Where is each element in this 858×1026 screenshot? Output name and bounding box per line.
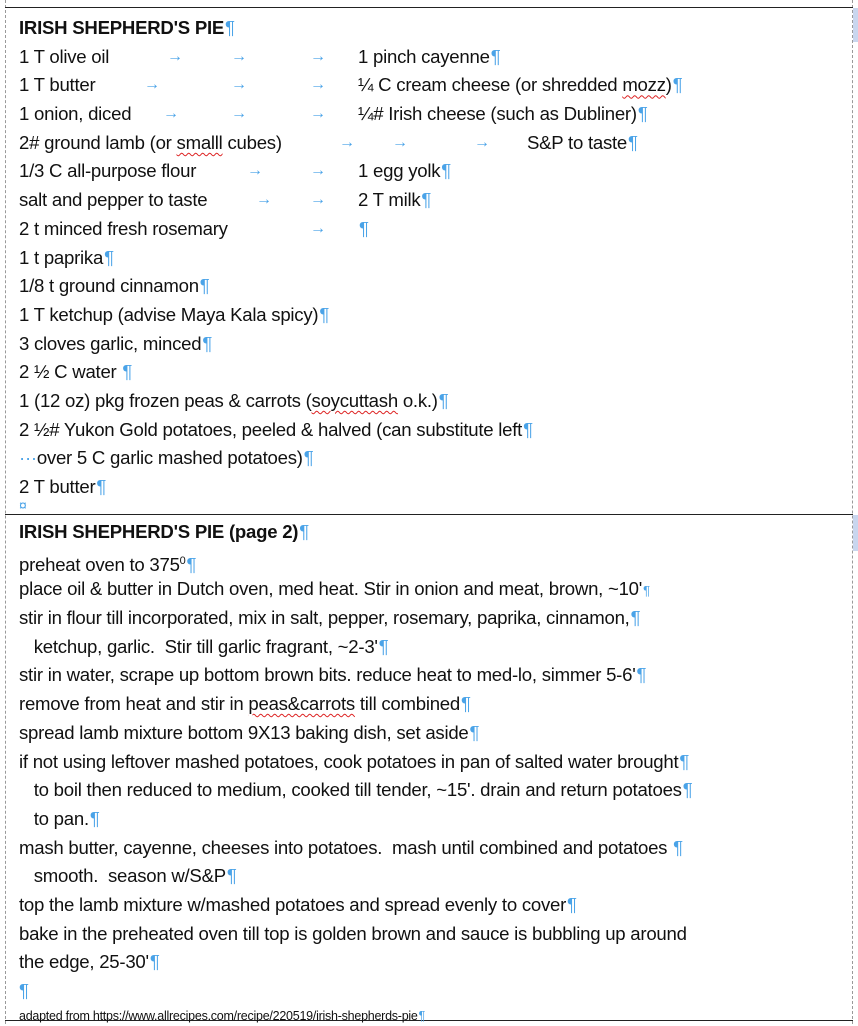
- pilcrow-mark: ¶: [673, 836, 683, 858]
- tab-arrow-icon: →: [231, 76, 247, 94]
- space-marks: ···: [19, 447, 37, 469]
- spellcheck-word[interactable]: smalll: [176, 131, 223, 153]
- table-cell-ingredients[interactable]: [19, 14, 849, 502]
- ingredient-row: salt and pepper to taste → → 2 T milk¶: [19, 186, 849, 215]
- spellcheck-word[interactable]: soycuttash: [311, 389, 398, 411]
- tab-arrow-icon: →: [247, 162, 263, 180]
- pilcrow-mark: ¶: [19, 980, 29, 1001]
- pilcrow-mark: ¶: [523, 418, 533, 440]
- table-top-border: [5, 7, 853, 8]
- tab-arrow-icon: →: [231, 47, 247, 65]
- direction-step: the edge, 25-30'¶: [19, 951, 160, 973]
- direction-step: bake in the preheated oven till top is golden brown and sauce is bubbling up around: [19, 922, 687, 944]
- direction-step: to boil then reduced to medium, cooked till tender, ~15'. drain and return potatoes¶: [19, 779, 693, 801]
- table-row-divider: [5, 514, 853, 515]
- tab-arrow-icon: →: [256, 191, 272, 209]
- pilcrow-mark: ¶: [418, 1008, 426, 1023]
- pilcrow-mark: ¶: [104, 246, 114, 268]
- pilcrow-mark: ¶: [682, 779, 693, 801]
- pilcrow-mark: ¶: [438, 389, 449, 411]
- tab-arrow-icon: →: [474, 133, 490, 151]
- tab-arrow-icon: →: [167, 47, 183, 65]
- direction-step: if not using leftover mashed potatoes, cook potatoes in pan of salted water brought¶: [19, 750, 690, 772]
- ingredient-row: 2# ground lamb (or smalll cubes) → → → S&P to taste¶: [19, 129, 849, 158]
- table-right-border: [852, 0, 853, 1024]
- pilcrow-mark: ¶: [630, 607, 641, 629]
- source-credit: adapted from https://www.allrecipes.com/recipe/220519/irish-shepherds-pie¶: [19, 1008, 426, 1023]
- direction-step: stir in water, scrape up bottom brown bits. reduce heat to med-lo, simmer 5-6'¶: [19, 664, 647, 686]
- table-left-border: [5, 0, 6, 1024]
- direction-step: smooth. season w/S&P¶: [19, 865, 237, 887]
- pilcrow-mark: ¶: [679, 750, 690, 772]
- tab-arrow-icon: →: [310, 191, 326, 209]
- ingredient-row: 2 T butter¶: [19, 476, 107, 497]
- recipe-title-page2: IRISH SHEPHERD'S PIE (page 2)¶: [19, 521, 309, 542]
- pilcrow-mark: ¶: [303, 447, 314, 469]
- pilcrow-mark: ¶: [225, 17, 235, 38]
- pilcrow-mark: ¶: [89, 807, 100, 829]
- ingredient-row: 1/3 C all-purpose flour → → 1 egg yolk¶: [19, 157, 849, 186]
- row-selection-marker[interactable]: [853, 8, 858, 42]
- ingredient-row: ···over 5 C garlic mashed potatoes)¶: [19, 447, 314, 469]
- pilcrow-mark: ¶: [359, 217, 369, 239]
- ingredient-row: 2 t minced fresh rosemary → ¶: [19, 215, 849, 244]
- pilcrow-mark: ¶: [643, 583, 650, 599]
- pilcrow-mark: ¶: [202, 332, 213, 354]
- pilcrow-mark: ¶: [672, 74, 683, 96]
- pilcrow-mark: ¶: [199, 275, 210, 297]
- pilcrow-mark: ¶: [469, 721, 480, 743]
- end-of-cell-mark: ¤: [19, 497, 27, 513]
- pilcrow-mark: ¶: [490, 45, 501, 67]
- direction-step: to pan.¶: [19, 807, 100, 829]
- pilcrow-mark: ¶: [319, 303, 330, 325]
- direction-step: mash butter, cayenne, cheeses into potatoes. mash until combined and potatoes ¶: [19, 836, 683, 858]
- table-cell-directions[interactable]: [19, 518, 849, 1026]
- pilcrow-mark: ¶: [460, 693, 471, 715]
- tab-arrow-icon: →: [339, 133, 355, 151]
- ingredient-row: 2 ½ C water ¶: [19, 361, 133, 383]
- tab-arrow-icon: →: [310, 76, 326, 94]
- ingredient-row: 1 t paprika¶: [19, 246, 114, 268]
- ingredient-row: 1 (12 oz) pkg frozen peas & carrots (soycuttash o.k.)¶: [19, 389, 449, 411]
- pilcrow-mark: ¶: [628, 131, 638, 153]
- ingredient-row: 3 cloves garlic, minced¶: [19, 332, 213, 354]
- tab-arrow-icon: →: [144, 76, 160, 94]
- ingredient-row: 1 T butter → → → ¼ C cream cheese (or shredded mozz)¶: [19, 71, 849, 100]
- tab-arrow-icon: →: [310, 219, 326, 237]
- direction-step: preheat oven to $375^0\P$: [19, 553, 197, 575]
- direction-step: remove from heat and stir in peas&carrots till combined¶: [19, 693, 471, 715]
- pilcrow-mark: ¶: [637, 103, 648, 125]
- pilcrow-mark: ¶: [299, 521, 309, 542]
- pilcrow-mark: ¶: [378, 635, 389, 657]
- direction-step: top the lamb mixture w/mashed potatoes and spread evenly to cover¶: [19, 893, 577, 915]
- ingredient-row: 1 onion, diced → → → ¼# Irish cheese (such as Dubliner)¶: [19, 100, 849, 129]
- pilcrow-mark: ¶: [186, 553, 197, 575]
- spellcheck-word[interactable]: peas&carrots: [248, 693, 355, 715]
- row-selection-marker[interactable]: [853, 515, 858, 551]
- spellcheck-word[interactable]: mozz: [622, 74, 666, 96]
- direction-step: place oil & butter in Dutch oven, med heat. Stir in onion and meat, brown, ~10'¶: [19, 578, 650, 600]
- tab-arrow-icon: →: [163, 105, 179, 123]
- ingredient-row: 1 T olive oil → → → 1 pinch cayenne¶: [19, 43, 849, 72]
- pilcrow-mark: ¶: [122, 361, 133, 383]
- direction-step: stir in flour till incorporated, mix in salt, pepper, rosemary, paprika, cinnamon,¶: [19, 607, 641, 629]
- tab-arrow-icon: →: [231, 105, 247, 123]
- tab-arrow-icon: →: [310, 47, 326, 65]
- pilcrow-mark: ¶: [421, 189, 432, 211]
- pilcrow-mark: ¶: [636, 664, 647, 686]
- tab-arrow-icon: →: [310, 162, 326, 180]
- pilcrow-mark: ¶: [226, 865, 237, 887]
- empty-paragraph: [19, 977, 849, 1006]
- direction-step: spread lamb mixture bottom 9X13 baking dish, set aside¶: [19, 721, 480, 743]
- ingredient-row: 1/8 t ground cinnamon¶: [19, 275, 210, 297]
- tab-arrow-icon: →: [310, 105, 326, 123]
- tab-arrow-icon: →: [392, 133, 408, 151]
- ingredient-row: 2 ½# Yukon Gold potatoes, peeled & halved (can substitute left¶: [19, 418, 533, 440]
- pilcrow-mark: ¶: [149, 951, 160, 973]
- ingredient-row: 1 T ketchup (advise Maya Kala spicy)¶: [19, 303, 330, 325]
- recipe-title: IRISH SHEPHERD'S PIE¶: [19, 17, 235, 38]
- pilcrow-mark: ¶: [567, 893, 577, 915]
- direction-step: ketchup, garlic. Stir till garlic fragrant, ~2-3'¶: [19, 635, 389, 657]
- pilcrow-mark: ¶: [96, 476, 107, 497]
- pilcrow-mark: ¶: [441, 160, 452, 182]
